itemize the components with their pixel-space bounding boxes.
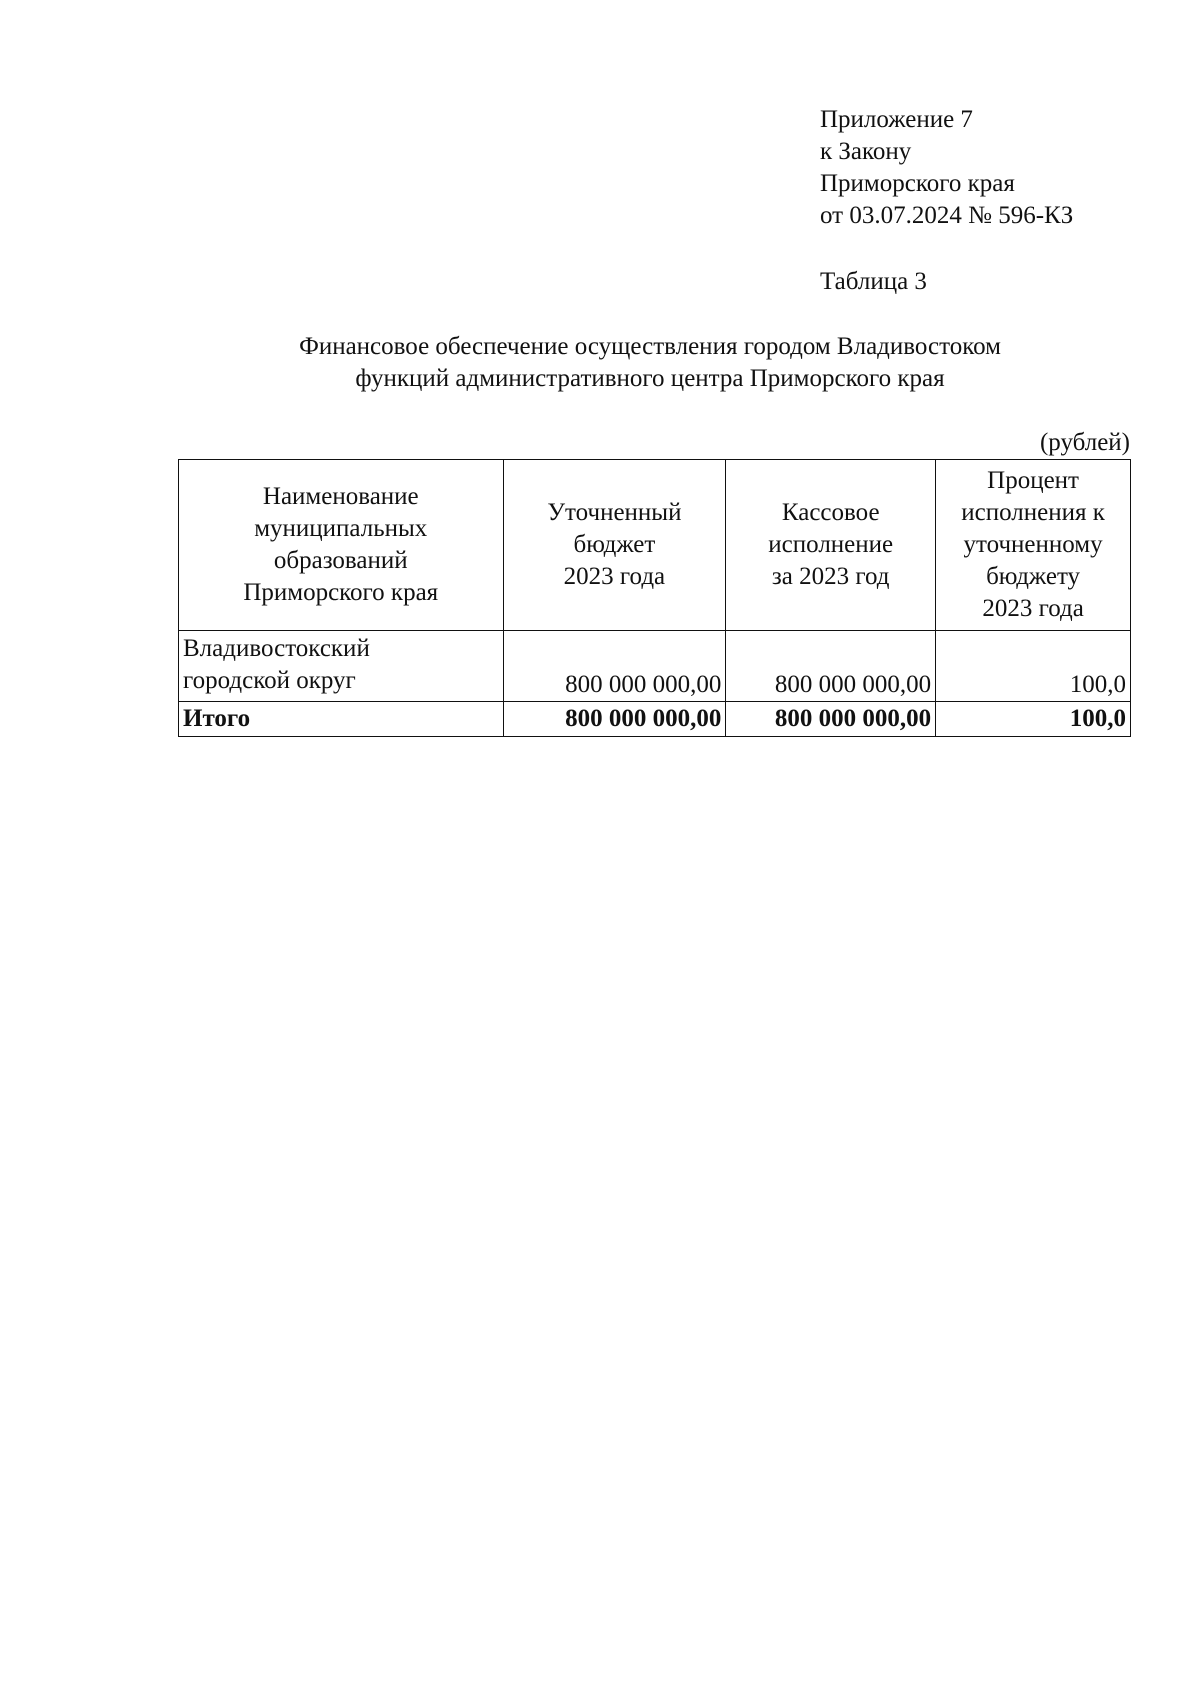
appendix-line: Приморского края (820, 170, 1015, 197)
budget-cell: 800 000 000,00 (503, 631, 726, 702)
percent-cell: 100,0 (936, 631, 1131, 702)
header-execution: Кассовое исполнение за 2023 год (726, 460, 936, 631)
total-budget: 800 000 000,00 (503, 702, 726, 737)
document-title (180, 331, 1120, 395)
total-label: Итого (179, 702, 504, 737)
total-execution: 800 000 000,00 (726, 702, 936, 737)
appendix-line: к Закону (820, 138, 912, 165)
table-number: Таблица 3 (820, 268, 927, 295)
execution-cell: 800 000 000,00 (726, 631, 936, 702)
appendix-line: Приложение 7 (820, 106, 973, 133)
total-percent: 100,0 (936, 702, 1131, 737)
table-row (179, 631, 1131, 702)
municipality-cell: Владивостокский городской округ (179, 631, 504, 702)
financial-table (178, 459, 1131, 737)
units-label: (рублей) (1039, 429, 1130, 456)
title-line: Финансовое обеспечение осуществления городом Владивостоком (299, 333, 1001, 360)
header-municipality: Наименование муниципальных образований Приморского края (179, 460, 504, 631)
title-line: функций административного центра Приморского края (355, 365, 945, 392)
header-budget: Уточненный бюджет 2023 года (503, 460, 726, 631)
appendix-block (820, 104, 1073, 232)
total-row (179, 702, 1131, 737)
table-header-row (179, 460, 1131, 631)
appendix-line: от 03.07.2024 № 596-КЗ (820, 202, 1074, 229)
header-percent: Процент исполнения к уточненному бюджету 2023 года (936, 460, 1131, 631)
